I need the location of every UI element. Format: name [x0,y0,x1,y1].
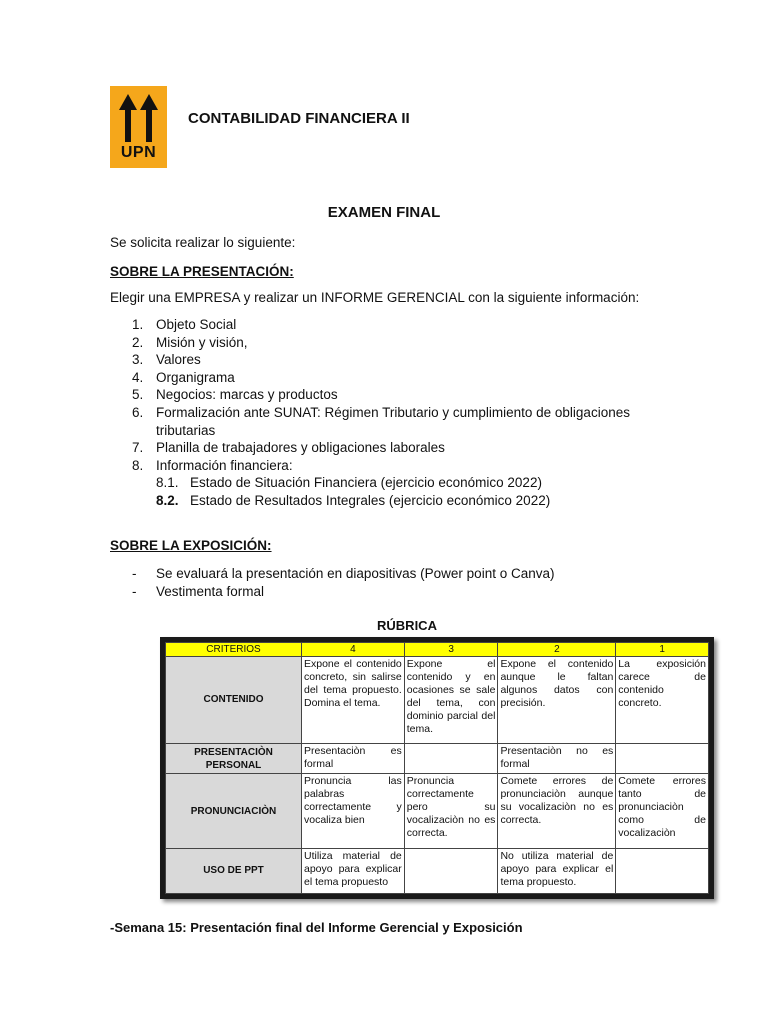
table-cell: No utiliza material de apoyo para explicar el tema propuesto. [498,848,616,893]
criterion-cell: CONTENIDO [166,657,302,744]
table-row [166,657,709,744]
table-cell: Expone el contenido aunque le faltan algunos datos con precisión. [498,657,616,744]
table-cell: Presentaciòn no es formal [498,743,616,774]
rubric-table-frame [160,637,714,899]
table-cell: Expone el contenido y en ocasiones se sale del tema, con dominio parcial del tema. [404,657,498,744]
table-cell [616,743,709,774]
intro-text: Se solicita realizar lo siguiente: [110,235,296,250]
presentation-heading: SOBRE LA PRESENTACIÓN: [110,264,294,279]
table-cell: La exposición carece de contenido concreto. [616,657,709,744]
criterion-cell: USO DE PPT [166,848,302,893]
logo-text: UPN [120,144,157,161]
column-header: 2 [498,643,616,657]
table-cell: Expone el contenido concreto, sin salirse del tema propuesto. Domina el tema. [302,657,405,744]
table-cell: Comete errores de pronunciaciòn aunque su vocalizaciòn no es correcta. [498,774,616,848]
table-row [166,848,709,893]
column-header: 1 [616,643,709,657]
list-item: 3. Valores [132,352,201,368]
upn-arrows-icon [116,92,161,144]
course-title: CONTABILIDAD FINANCIERA II [188,110,410,127]
table-cell: Pronuncia correctamente pero su vocalizaciòn no es correcta. [404,774,498,848]
presentation-lead: Elegir una EMPRESA y realizar un INFORME GERENCIAL con la siguiente información: [110,290,640,305]
sub-list-item: 8.1. Estado de Situación Financiera (ejercicio económico 2022) [156,475,542,491]
table-cell: Presentaciòn es formal [302,743,405,774]
table-cell: Pronuncia las palabras correctamente y vocaliza bien [302,774,405,848]
list-item: 4. Organigrama [132,369,235,385]
upn-logo [110,86,167,168]
footer-note: -Semana 15: Presentación final del Informe Gerencial y Exposición [110,920,523,935]
rubric-title: RÚBRICA [377,618,437,633]
exam-title: EXAMEN FINAL [327,204,441,221]
criterion-cell: PRONUNCIACIÒN [166,774,302,848]
table-row [166,743,709,774]
table-cell: Utiliza material de apoyo para explicar el tema propuesto [302,848,405,893]
table-cell [404,743,498,774]
rubric-table [165,642,709,894]
table-cell [404,848,498,893]
column-header: 4 [302,643,405,657]
list-item: - Se evaluará la presentación en diapositivas (Power point o Canva) [132,566,555,581]
list-item: 1. Objeto Social [132,317,237,332]
exposition-list [110,565,554,601]
presentation-list [110,316,650,510]
list-item: 8. Información financiera: [132,457,293,473]
table-header-row [166,643,709,657]
sub-list-item: 8.2. Estado de Resultados Integrales (ejercicio económico 2022) [156,492,551,508]
table-cell: Comete errores tanto de pronunciaciòn como de vocalizaciòn [616,774,709,848]
column-header: CRITERIOS [166,643,302,657]
list-item: 2. Misión y visión, [132,334,248,350]
criterion-cell: PRESENTACIÒN PERSONAL [166,743,302,774]
column-header: 3 [404,643,498,657]
exposition-heading: SOBRE LA EXPOSICIÓN: [110,538,272,553]
table-cell [616,848,709,893]
list-item: 6. Formalización ante SUNAT: Régimen Tributario y cumplimiento de obligaciones tributarias [132,404,630,438]
list-item: - Vestimenta formal [132,584,265,599]
list-item: 5. Negocios: marcas y productos [132,387,338,403]
list-item: 7. Planilla de trabajadores y obligaciones laborales [132,440,445,456]
table-row [166,774,709,848]
